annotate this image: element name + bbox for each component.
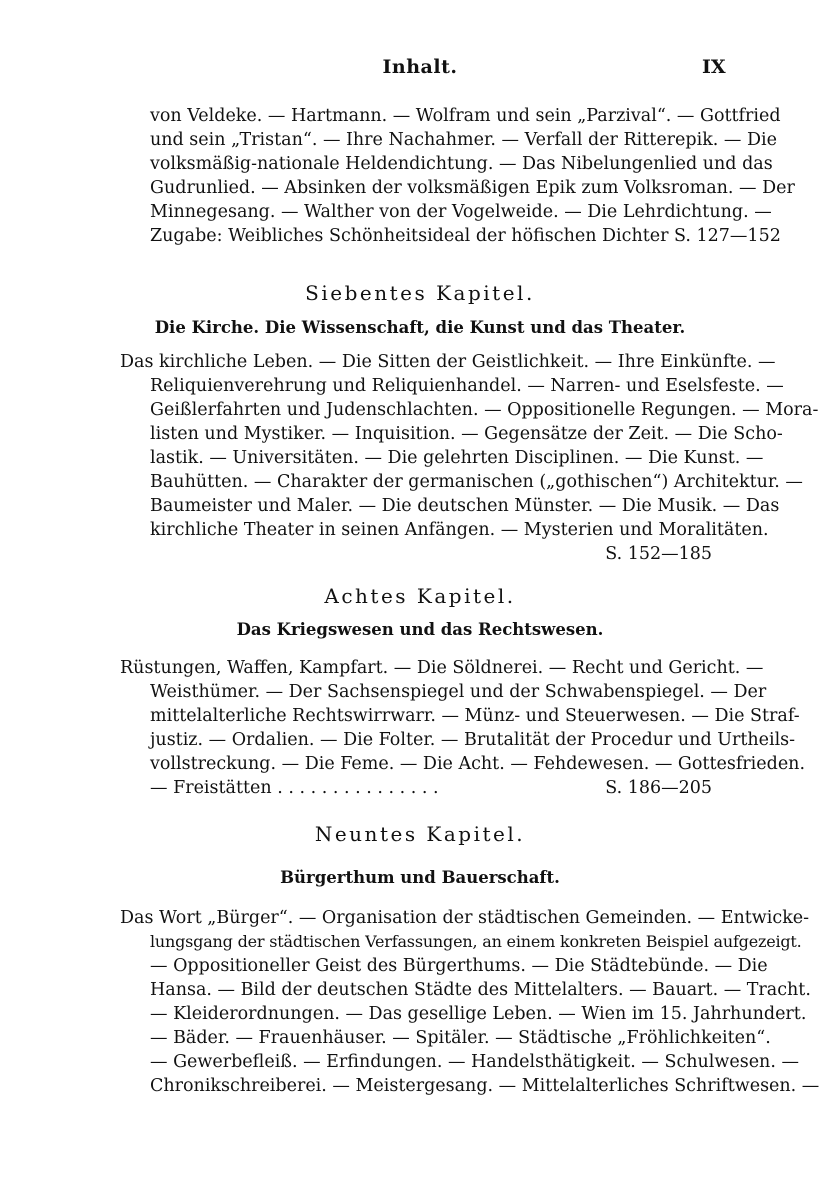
chapter-subtitle: Das Kriegswesen und das Rechtswesen. [236,620,604,639]
toc-line: lungsgang der städtischen Verfassungen, an einem konkreten Beispiel aufgezeigt. [150,932,802,951]
toc-line: — Kleiderordnungen. — Das gesellige Leben. — Wien im 15. Jahrhundert. [150,1004,807,1024]
toc-line: Rüstungen, Waffen, Kampfart. — Die Söldnerei. — Recht und Gericht. — [120,658,764,678]
toc-line: Reliquienverehrung und Reliquienhandel. — Narren- und Eselsfeste. — [150,376,784,396]
toc-line: Das Wort „Bürger“. — Organisation der städtischen Gemeinden. — Entwicke- [120,908,810,928]
chapter-subtitle: Die Kirche. Die Wissenschaft, die Kunst und das Theater. [154,318,686,337]
chapter-title: Siebentes Kapitel. [305,281,535,305]
toc-line: Hansa. — Bild der deutschen Städte des Mittelalters. — Bauart. — Tracht. [150,980,811,1000]
toc-line: — Gewerbefleiß. — Erfindungen. — Handelsthätigkeit. — Schulwesen. — [150,1052,799,1072]
toc-line: mittelalterliche Rechtswirrwarr. — Münz- und Steuerwesen. — Die Straf- [150,706,800,726]
toc-line: Minnegesang. — Walther von der Vogelweide. — Die Lehrdichtung. — [150,202,772,222]
toc-line: Weisthümer. — Der Sachsenspiegel und der Schwabenspiegel. — Der [150,682,767,702]
toc-line: Zugabe: Weibliches Schönheitsideal der höfischen Dichter S. 127—152 [150,226,781,246]
toc-line: Das kirchliche Leben. — Die Sitten der Geistlichkeit. — Ihre Einkünfte. — [120,352,776,372]
toc-line: lastik. — Universitäten. — Die gelehrten Disciplinen. — Die Kunst. — [150,448,764,468]
toc-line: kirchliche Theater in seinen Anfängen. — Mysterien und Moralitäten. [150,520,769,540]
chapter-title: Achtes Kapitel. [324,584,516,608]
chapter-title: Neuntes Kapitel. [314,822,526,846]
toc-line: Gudrunlied. — Absinken der volksmäßigen Epik zum Volksroman. — Der [150,178,795,198]
toc-line: von Veldeke. — Hartmann. — Wolfram und sein „Parzival“. — Gottfried [150,106,781,126]
page-reference: S. 152—185 [605,544,712,564]
toc-line: listen und Mystiker. — Inquisition. — Gegensätze der Zeit. — Die Scho- [150,424,783,444]
toc-line: justiz. — Ordalien. — Die Folter. — Brutalität der Procedur und Urtheils- [150,730,796,750]
toc-line: Chronikschreiberei. — Meistergesang. — Mittelalterliches Schriftwesen. — [150,1076,820,1096]
toc-line: — Bäder. — Frauenhäuser. — Spitäler. — Städtische „Fröhlichkeiten“. [150,1028,771,1048]
toc-line: vollstreckung. — Die Feme. — Die Acht. — Fehdewesen. — Gottesfrieden. [150,754,806,774]
toc-line: und sein „Tristan“. — Ihre Nachahmer. — Verfall der Ritterepik. — Die [150,130,777,150]
toc-line: Geißlerfahrten und Judenschlachten. — Oppositionelle Regungen. — Mora- [150,400,819,420]
toc-line: volksmäßig-nationale Heldendichtung. — Das Nibelungenlied und das [150,154,773,174]
chapter-subtitle: Bürgerthum und Bauerschaft. [280,868,560,887]
toc-line: — Oppositioneller Geist des Bürgerthums. — Die Städtebünde. — Die [150,956,768,976]
toc-line: Baumeister und Maler. — Die deutschen Münster. — Die Musik. — Das [150,496,780,516]
page-reference: S. 186—205 [605,778,712,798]
page-number: IX [702,56,726,78]
running-header-title: Inhalt. [382,56,458,78]
toc-line: Bauhütten. — Charakter der germanischen („gothischen“) Architektur. — [150,472,803,492]
toc-line: — Freistätten . . . . . . . . . . . . . . . [150,778,439,798]
